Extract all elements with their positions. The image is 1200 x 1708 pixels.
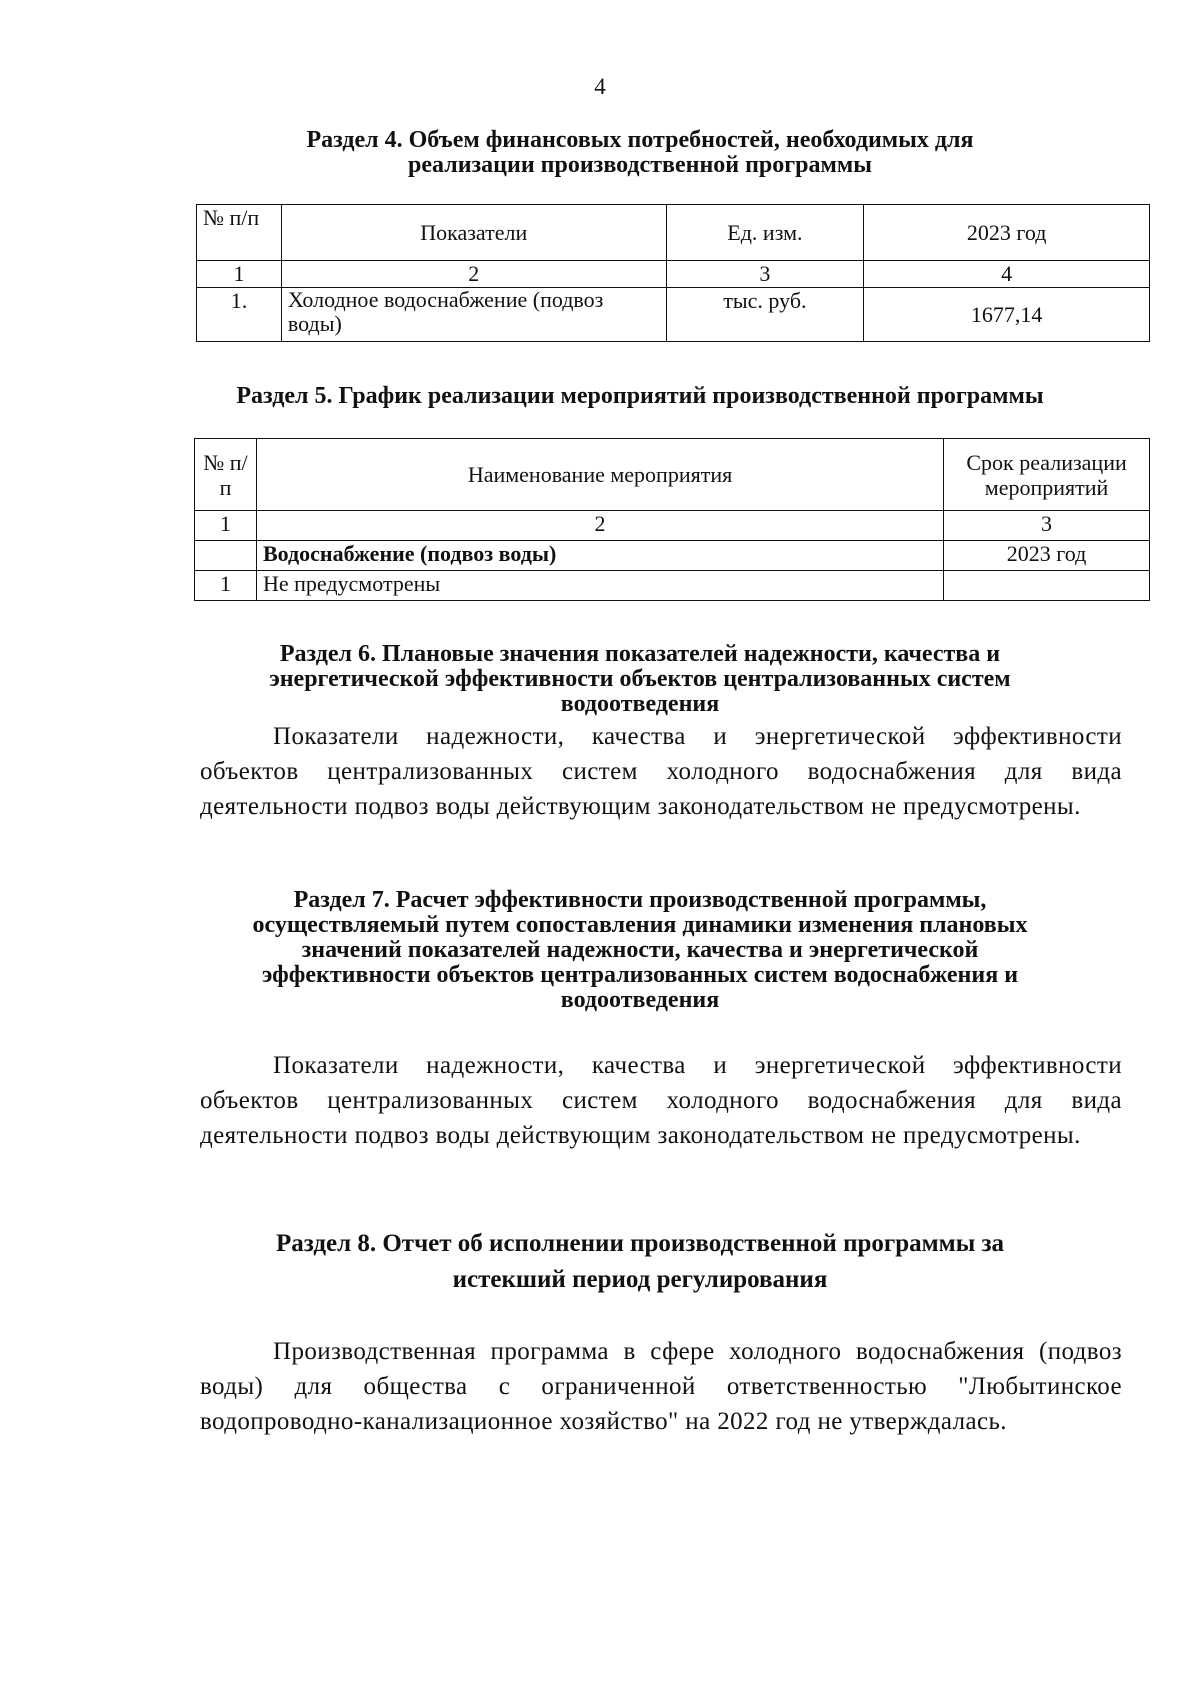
table-index-row <box>197 261 1150 288</box>
section6-paragraph <box>200 719 1122 824</box>
table-group-row <box>195 541 1150 571</box>
section8-title <box>160 1226 1120 1298</box>
column-header: Наименование мероприятия <box>256 439 943 511</box>
table-row <box>197 288 1150 342</box>
table-index-row <box>195 511 1150 541</box>
section4-title-line: Раздел 4. Объем финансовых потребностей, необходимых для <box>306 127 974 153</box>
row-number-cell: 1 <box>195 571 257 601</box>
section6-title-line: энергетической эффективности объектов централизованных систем <box>269 666 1011 692</box>
section7-title-line: Раздел 7. Расчет эффективности производственной программы, <box>293 887 987 913</box>
value-cell: 1677,14 <box>864 288 1150 342</box>
column-header: № п/п <box>195 439 257 511</box>
section6-title <box>160 642 1120 717</box>
section6-title-line: водоотведения <box>560 691 720 717</box>
table-row <box>195 571 1150 601</box>
column-header: 2023 год <box>864 205 1150 261</box>
column-header: Ед. изм. <box>666 205 864 261</box>
section6-text: Показатели надежности, качества и энергетической эффективности объектов централизованных систем холодного водоснабжения для вида деятельности подвоз воды действующим законодательством не предусмотрены. <box>200 723 1122 820</box>
section8-paragraph <box>200 1334 1122 1439</box>
section6-title-line: Раздел 6. Плановые значения показателей надежности, качества и <box>279 641 1001 667</box>
section8-title-line: истекший период регулирования <box>452 1266 828 1293</box>
index-cell: 2 <box>256 511 943 541</box>
section5-title: Раздел 5. График реализации мероприятий производственной программы <box>236 383 1044 409</box>
indicator-cell: Холодное водоснабжение (подвоз воды) <box>281 288 666 342</box>
section4-title <box>160 128 1120 178</box>
measure-name-cell: Не предусмотрены <box>256 571 943 601</box>
section7-title-line: эффективности объектов централизованных систем водоснабжения и <box>261 962 1019 988</box>
table-header-row <box>197 205 1150 261</box>
measures-schedule-table <box>194 438 1150 601</box>
index-cell: 3 <box>666 261 864 288</box>
column-header: Показатели <box>281 205 666 261</box>
section8-title-line: Раздел 8. Отчет об исполнении производственной программы за <box>275 1230 1005 1257</box>
index-cell: 1 <box>195 511 257 541</box>
section4-title-line: реализации производственной программы <box>408 152 872 178</box>
index-cell: 3 <box>944 511 1150 541</box>
section7-paragraph <box>200 1048 1122 1153</box>
page-number: 4 <box>594 74 606 99</box>
row-number-cell: 1. <box>197 288 282 342</box>
column-header: Срок реализации мероприятий <box>944 439 1150 511</box>
section7-title-line: осуществляемый путем сопоставления динамики изменения плановых <box>252 912 1028 938</box>
index-cell: 1 <box>197 261 282 288</box>
section7-title <box>160 888 1120 1013</box>
group-number-cell <box>195 541 257 571</box>
group-name-cell: Водоснабжение (подвоз воды) <box>256 541 943 571</box>
measure-term-cell <box>944 571 1150 601</box>
index-cell: 4 <box>864 261 1150 288</box>
table-header-row <box>195 439 1150 511</box>
column-header: № п/п <box>197 205 282 261</box>
section7-title-line: водоотведения <box>560 987 720 1013</box>
section8-text: Производственная программа в сфере холодного водоснабжения (подвоз воды) для общества с ограниченной ответственностью "Любытинское водопроводно-канализационное хозяйство" на 2022 год не утверждалась. <box>200 1338 1122 1435</box>
group-term-cell: 2023 год <box>944 541 1150 571</box>
unit-cell: тыс. руб. <box>666 288 864 342</box>
section7-title-line: значений показателей надежности, качества и энергетической <box>301 937 979 963</box>
financial-needs-table <box>196 204 1150 342</box>
section7-text: Показатели надежности, качества и энергетической эффективности объектов централизованных систем холодного водоснабжения для вида деятельности подвоз воды действующим законодательством не предусмотрены. <box>200 1052 1122 1149</box>
index-cell: 2 <box>281 261 666 288</box>
